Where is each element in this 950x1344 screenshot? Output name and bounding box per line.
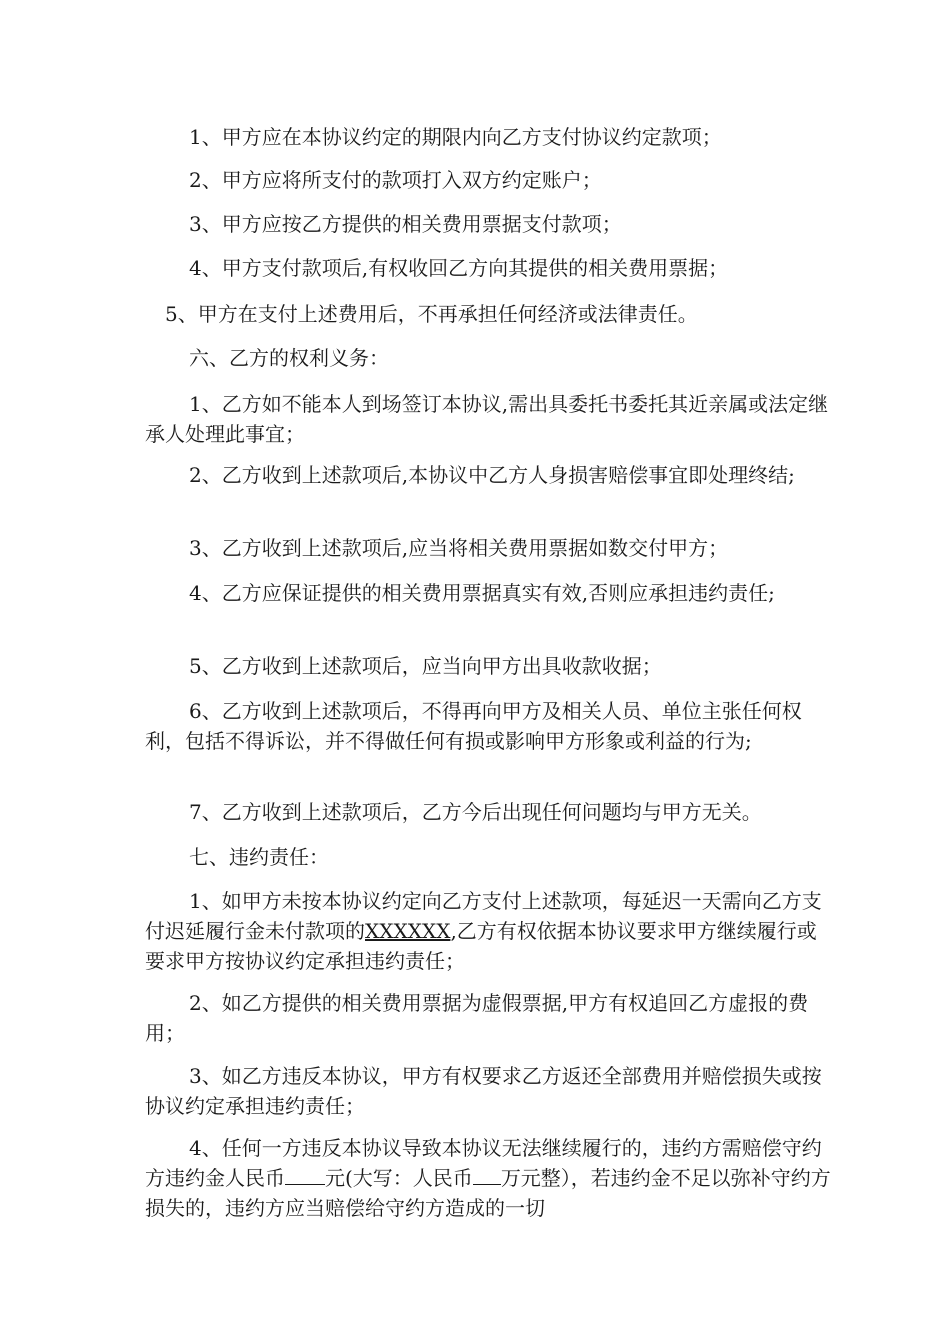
s7-item-2: 2、如乙方提供的相关费用票据为虚假票据,甲方有权追回乙方虚报的费用； (145, 991, 809, 1045)
amount-uppercase-blank (473, 1166, 501, 1185)
s7-item-4-part1: 4、任何一方违反本协议导致本协议无法继续履行的，违约方需赔偿守约方违约金人民币 (145, 1136, 822, 1190)
s7-item-4-part3: 万元整），若违约金不足以弥补守约方损失的，违约方应当赔偿给守约方造成的一切 (145, 1166, 831, 1220)
s6-item-7: 7、乙方收到上述款项后，乙方今后出现任何问题均与甲方无关。 (189, 800, 762, 824)
s6-item-6: 6、乙方收到上述款项后，不得再向甲方及相关人员、单位主张任何权利，包括不得诉讼，并不得做任何有损或影响甲方形象或利益的行为; (145, 699, 802, 753)
s6-item-1: 1、乙方如不能本人到场签订本协议,需出具委托书委托其近亲属或法定继承人处理此事宜； (145, 392, 829, 446)
s7-item-3: 3、如乙方违反本协议，甲方有权要求乙方返还全部费用并赔偿损失或按协议约定承担违约责任； (145, 1064, 822, 1118)
s5-item-1: 1、甲方应在本协议约定的期限内向乙方支付协议约定款项； (189, 125, 722, 149)
s6-item-3: 3、乙方收到上述款项后,应当将相关费用票据如数交付甲方； (189, 536, 729, 560)
s5-item-3: 3、甲方应按乙方提供的相关费用票据支付款项； (189, 212, 622, 236)
amount-blank (285, 1166, 325, 1185)
s5-item-2: 2、甲方应将所支付的款项打入双方约定账户； (189, 168, 602, 192)
s5-item-4: 4、甲方支付款项后,有权收回乙方向其提供的相关费用票据； (189, 256, 729, 280)
s5-item-5: 5、甲方在支付上述费用后，不再承担任何经济或法律责任。 (165, 302, 698, 326)
s7-item-1-underlined: XXXXXX (365, 919, 451, 943)
s7-item-4-part2: 元(大写：人民币 (325, 1166, 473, 1190)
s7-item-1-before: 1、如甲方未按本协议约定向乙方支付上述款项，每延迟一天需向乙方支付迟延履行金未付款项的 (145, 889, 822, 943)
s6-item-5: 5、乙方收到上述款项后，应当向甲方出具收款收据； (189, 654, 662, 678)
s7-item-4 (145, 1133, 835, 1223)
s6-item-2: 2、乙方收到上述款项后,本协议中乙方人身损害赔偿事宜即处理终结; (189, 463, 795, 487)
s7-item-1-after: ,乙方有权依据本协议要求甲方继续履行或要求甲方按协议约定承担违约责任； (145, 919, 817, 973)
s7-item-1 (145, 886, 835, 976)
section6-heading: 六、乙方的权利义务： (189, 346, 389, 370)
s6-item-4: 4、乙方应保证提供的相关费用票据真实有效,否则应承担违约责任; (189, 581, 775, 605)
section7-heading: 七、违约责任： (189, 845, 329, 869)
